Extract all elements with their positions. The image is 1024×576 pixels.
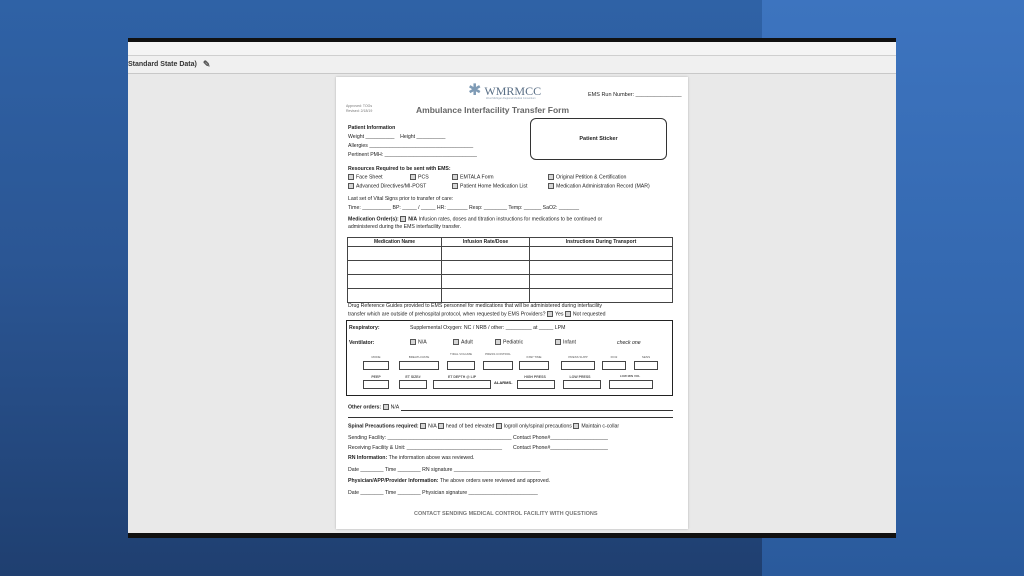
- sending-facility-field[interactable]: Sending Facility: ___________________________________________: [348, 435, 512, 441]
- check-one-note: check one: [617, 340, 641, 346]
- table-row[interactable]: [348, 289, 673, 303]
- resource-pcs[interactable]: [410, 174, 429, 181]
- patient-info-heading: Patient Information: [348, 125, 396, 131]
- document-area[interactable]: [128, 74, 896, 533]
- vent-field-label: SENS: [641, 355, 651, 359]
- spinal-option: logroll only/spinal precautions: [503, 423, 572, 430]
- col-medication-name: Medication Name: [348, 238, 442, 247]
- vent-field-label: TIDAL VOLUME: [450, 352, 472, 356]
- table-cell[interactable]: [348, 247, 442, 261]
- patient-sticker-box: [530, 118, 667, 160]
- logo-subtitle: West Michigan Regional Medical Consortium: [486, 97, 536, 100]
- table-cell[interactable]: [442, 261, 530, 275]
- vent-field-label: BREATH RATE: [408, 355, 430, 359]
- star-of-life-icon: ✱: [468, 82, 482, 99]
- table-cell[interactable]: [530, 261, 673, 275]
- resources-heading: Resources Required to be sent with EMS:: [348, 166, 451, 172]
- spinal-option: Maintain c-collar: [581, 423, 620, 430]
- spinal-row: [348, 423, 619, 430]
- medication-order-row: [348, 216, 602, 223]
- resource-label: Face Sheet: [356, 174, 383, 181]
- approved-text: Approved: TOGs: [346, 104, 373, 108]
- table-row[interactable]: [348, 275, 673, 289]
- col-infusion-rate: Infusion Rate/Dose: [442, 238, 530, 247]
- vent-press-control-input[interactable]: [483, 361, 513, 370]
- vent-field-label: ET SIZE#: [405, 375, 421, 379]
- medication-text-2: administered during the EMS interfacility transfer.: [348, 224, 462, 230]
- vent-field-label: ET DEPTH @ LIP: [447, 375, 477, 379]
- sending-phone-field[interactable]: Contact Phone#____________________: [513, 435, 608, 441]
- vent-option-label: Pediatric: [503, 339, 524, 346]
- checkbox[interactable]: [565, 311, 571, 317]
- table-cell[interactable]: [442, 289, 530, 303]
- physician-signature-row[interactable]: Date ________ Time ________ Physician signature ________________________: [348, 490, 538, 496]
- vent-fio2-input[interactable]: [602, 361, 626, 370]
- col-instructions: Instructions During Transport: [530, 238, 673, 247]
- table-row[interactable]: [348, 247, 673, 261]
- vent-option-label: Infant: [563, 339, 576, 346]
- rn-signature-row[interactable]: Date ________ Time ________ RN signature ______________________________: [348, 467, 541, 473]
- checkbox[interactable]: [438, 423, 444, 429]
- rn-info-label: RN Information:: [348, 455, 388, 461]
- resource-face-sheet[interactable]: [348, 174, 383, 181]
- drug-ref-yes: Yes: [554, 311, 564, 318]
- ventilator-label: Ventilator:: [349, 340, 375, 346]
- rn-info-text: The information above was reviewed.: [388, 455, 475, 461]
- vent-field-label: PRESS SUPP: [568, 355, 588, 359]
- resource-label: PCS: [418, 174, 429, 181]
- checkbox[interactable]: [548, 174, 554, 180]
- respiratory-label: Respiratory:: [349, 325, 380, 331]
- medication-heading: Medication Order(s):: [348, 216, 399, 223]
- physician-info-label: Physician/APP/Provider Information:: [348, 478, 439, 484]
- revised-text: Revised: 2/18/19: [346, 108, 373, 113]
- vent-option-adult[interactable]: [453, 339, 473, 346]
- resource-label: Original Petition & Certification: [556, 174, 627, 181]
- vent-field-label: FIO2: [610, 355, 618, 359]
- vent-sens-input[interactable]: [634, 361, 658, 370]
- checkbox[interactable]: [496, 423, 502, 429]
- table-cell[interactable]: [530, 275, 673, 289]
- vent-tidal-volume-input[interactable]: [447, 361, 475, 370]
- checkbox[interactable]: [383, 404, 389, 410]
- table-cell[interactable]: [530, 247, 673, 261]
- vent-press-supp-input[interactable]: [561, 361, 595, 370]
- resource-label: Patient Home Medication List: [460, 183, 528, 190]
- ems-run-number[interactable]: EMS Run Number: _______________: [588, 92, 682, 98]
- top-bar: [128, 42, 896, 56]
- pmh-field[interactable]: Pertinent PMH: ________________________________: [348, 152, 477, 158]
- table-cell[interactable]: [442, 275, 530, 289]
- resource-label: Advanced Directives/MI-POST: [356, 183, 427, 190]
- vent-field-label: LOW PRESS: [569, 375, 591, 379]
- table-cell[interactable]: [530, 289, 673, 303]
- vent-field-label: LOW MIN VOL: [619, 374, 641, 378]
- resource-home-med-list[interactable]: [452, 183, 527, 190]
- physician-info-text: The above orders were reviewed and approved.: [439, 478, 551, 484]
- patient-sticker-label: Patient Sticker: [579, 135, 618, 142]
- vent-field-label: MODE: [371, 355, 381, 359]
- drug-ref-text-2: transfer which are outside of prehospital protocol, when requested by EMS Providers?: [348, 311, 546, 318]
- vent-et-depth-input[interactable]: [433, 380, 491, 389]
- vent-field-label: PRESS CONTROL: [485, 352, 511, 356]
- spinal-option: head of bed elevated: [445, 423, 495, 430]
- checkbox[interactable]: [452, 183, 458, 189]
- receiving-phone-field[interactable]: Contact Phone#____________________: [513, 445, 608, 451]
- oxygen-field[interactable]: Supplemental Oxygen: NC / NRB / other: _________ at _____ LPM: [410, 325, 566, 331]
- checkbox[interactable]: [573, 423, 579, 429]
- vent-option-infant[interactable]: [555, 339, 576, 346]
- vent-mode-input[interactable]: [363, 361, 389, 370]
- pencil-icon[interactable]: ✎: [202, 59, 211, 69]
- vent-low-min-vol-input[interactable]: [609, 380, 653, 389]
- vent-option-label: N/A: [418, 339, 427, 346]
- form-title: Ambulance Interfacility Transfer Form: [416, 105, 570, 115]
- drug-ref-not-requested: Not requested: [572, 311, 606, 318]
- document-title: Standard State Data): [128, 61, 197, 68]
- receiving-facility-field[interactable]: Receiving Facility & Unit: _________________________________: [348, 445, 503, 451]
- checkbox[interactable]: [420, 423, 426, 429]
- respiratory-section: [346, 320, 673, 396]
- allergies-field[interactable]: Allergies ____________________________________: [348, 143, 474, 149]
- checkbox[interactable]: [555, 339, 561, 345]
- checkbox[interactable]: [452, 174, 458, 180]
- checkbox[interactable]: [348, 174, 354, 180]
- vent-option-label: Adult: [461, 339, 473, 346]
- other-orders-line[interactable]: [401, 410, 673, 411]
- vitals-fields[interactable]: Time: __________ BP: _____ / _____ HR: _______ Resp: ________ Temp: ______ SaO2: _______: [348, 205, 580, 211]
- approved-note: [346, 104, 372, 113]
- title-bar: [128, 56, 896, 74]
- vent-et-size-input[interactable]: [399, 380, 427, 389]
- alarms-label: ALARMS-: [494, 380, 513, 385]
- vent-insp-time-input[interactable]: [519, 361, 549, 370]
- resource-advanced-directives[interactable]: [348, 183, 426, 190]
- checkbox[interactable]: [400, 216, 406, 222]
- medication-na: N/A: [408, 216, 418, 223]
- other-orders-row: [348, 404, 399, 411]
- form-page: [336, 77, 688, 529]
- checkbox[interactable]: [453, 339, 459, 345]
- table-cell[interactable]: [348, 275, 442, 289]
- checkbox[interactable]: [548, 183, 554, 189]
- resource-mar[interactable]: [548, 183, 650, 190]
- checkbox[interactable]: [348, 183, 354, 189]
- table-row[interactable]: [348, 261, 673, 275]
- logo-text: WMRMCC: [484, 83, 542, 98]
- vent-option-pediatric[interactable]: [495, 339, 523, 346]
- drug-ref-text: Drug Reference Guides provided to EMS personnel for medications that will be administered during interfacility: [348, 303, 603, 309]
- vent-field-label: INSP TIME: [526, 355, 542, 359]
- checkbox[interactable]: [410, 174, 416, 180]
- document-viewer-window: [128, 38, 896, 538]
- other-orders-line[interactable]: [348, 417, 673, 418]
- resource-label: Medication Administration Record (MAR): [556, 183, 650, 190]
- vent-field-label: PEEP: [371, 375, 381, 379]
- vent-high-press-input[interactable]: [517, 380, 555, 389]
- drug-ref-row: [348, 311, 606, 318]
- resource-label: EMTALA Form: [460, 174, 494, 181]
- vent-field-label: HIGH PRESS: [524, 375, 546, 379]
- checkbox[interactable]: [547, 311, 553, 317]
- physician-info-row: [348, 478, 550, 484]
- checkbox[interactable]: [410, 339, 416, 345]
- checkbox[interactable]: [495, 339, 501, 345]
- other-orders-label: Other orders:: [348, 404, 382, 411]
- table-header-row: [348, 238, 673, 247]
- table-cell[interactable]: [348, 289, 442, 303]
- medication-text: Infusion rates, doses and titration instructions for medications to be continued or: [418, 216, 603, 223]
- vent-option-na[interactable]: [410, 339, 427, 346]
- spinal-label: Spinal Precautions required:: [348, 423, 419, 430]
- vitals-label: Last set of Vital Signs prior to transfer of care:: [348, 196, 454, 202]
- weight-height-row: [348, 134, 445, 140]
- resource-emtala[interactable]: [452, 174, 494, 181]
- rn-info-row: [348, 455, 475, 461]
- table-cell[interactable]: [348, 261, 442, 275]
- table-cell[interactable]: [442, 247, 530, 261]
- spinal-option: N/A: [428, 423, 437, 430]
- medication-table: [347, 237, 673, 303]
- vent-low-press-input[interactable]: [563, 380, 601, 389]
- other-orders-na: N/A: [390, 404, 400, 411]
- height-field[interactable]: Height __________: [400, 134, 446, 140]
- vent-peep-input[interactable]: [363, 380, 389, 389]
- weight-field[interactable]: Weight __________: [348, 134, 395, 140]
- form-footer: CONTACT SENDING MEDICAL CONTROL FACILITY WITH QUESTIONS: [414, 511, 598, 517]
- vent-breath-rate-input[interactable]: [399, 361, 439, 370]
- resource-original-petition[interactable]: [548, 174, 626, 181]
